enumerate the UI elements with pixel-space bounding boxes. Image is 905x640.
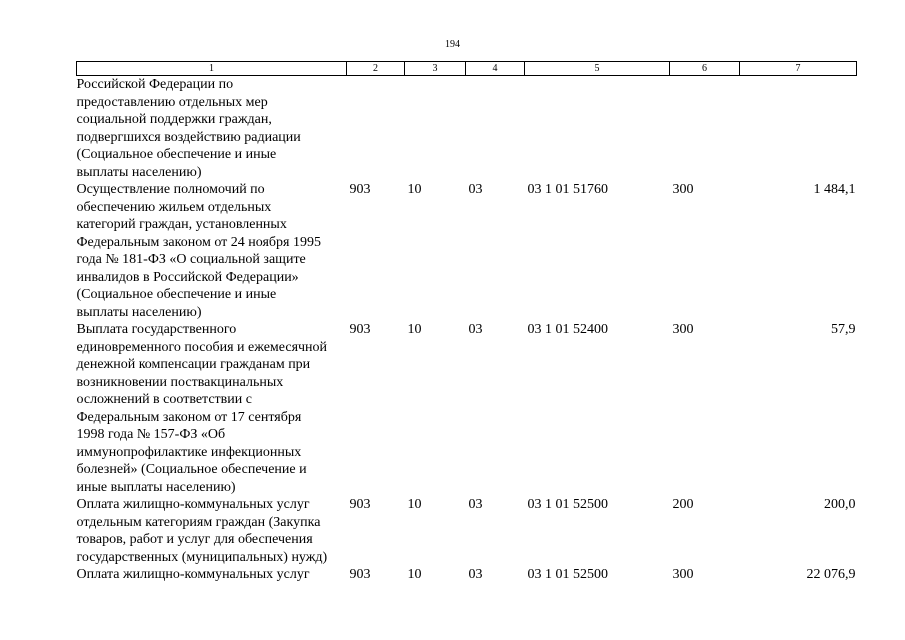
- expense-type-code: 300: [672, 322, 694, 337]
- description-line: подвергшихся воздействию радиации: [76, 129, 301, 145]
- description-line: инвалидов в Российской Федерации»: [76, 269, 299, 285]
- target-article-code: 03 1 01 52500: [527, 497, 608, 512]
- table-row: [77, 76, 857, 182]
- description-line: денежной компенсации гражданам при: [76, 357, 311, 372]
- amount-value: 57,9: [831, 322, 856, 337]
- description-line: единовременного пособия и ежемесячной: [76, 339, 328, 355]
- ministry-code: 903: [349, 182, 371, 197]
- column-header-6: 6: [670, 62, 740, 76]
- expense-type-code: [670, 76, 740, 182]
- ministry-code: [347, 76, 405, 182]
- subsection-code: 03: [468, 322, 483, 337]
- description-line: Оплата жилищно-коммунальных услуг: [76, 567, 310, 582]
- ministry-code: 903: [349, 322, 371, 337]
- column-header-2: 2: [347, 62, 405, 76]
- expense-type-code: 200: [672, 497, 694, 512]
- description-line: 1998 года № 157-ФЗ «Об: [76, 427, 226, 442]
- column-header-4: 4: [466, 62, 525, 76]
- column-header-1: 1: [77, 62, 347, 76]
- description-line: (Социальное обеспечение и иные: [76, 287, 277, 302]
- expense-type-code: 300: [672, 567, 694, 582]
- description-line: иммунопрофилактике инфекционных: [76, 444, 302, 460]
- amount-value: 22 076,9: [806, 567, 856, 582]
- table-row: [77, 566, 857, 584]
- table-row: [77, 496, 857, 566]
- description-line: отдельным категориям граждан (Закупка: [76, 514, 321, 530]
- description-line: обеспечению жильем отдельных: [76, 199, 272, 215]
- description-line: категорий граждан, установленных: [76, 217, 287, 232]
- description-line: года № 181-ФЗ «О социальной защите: [76, 252, 306, 267]
- subsection-code: [466, 76, 525, 182]
- description-line: товаров, работ и услуг для обеспечения: [76, 532, 313, 547]
- description-line: Российской Федерации по: [76, 77, 234, 92]
- description-line: выплаты населению): [76, 304, 202, 320]
- section-code: [405, 76, 466, 182]
- description-line: государственных (муниципальных) нужд): [76, 549, 328, 565]
- target-article-code: 03 1 01 51760: [527, 182, 608, 197]
- amount-value: 200,0: [824, 497, 856, 512]
- target-article-code: 03 1 01 52500: [527, 567, 608, 582]
- description-line: выплаты населению): [76, 164, 202, 180]
- budget-table: [76, 61, 857, 584]
- section-code: 10: [407, 567, 422, 582]
- description-line: Оплата жилищно-коммунальных услуг: [76, 497, 310, 512]
- table-row: [77, 181, 857, 321]
- table-row: [77, 321, 857, 496]
- column-header-3: 3: [405, 62, 466, 76]
- page-number: 194: [445, 39, 460, 50]
- section-code: 10: [407, 182, 422, 197]
- table-header: [77, 62, 857, 76]
- description-line: социальной поддержки граждан,: [76, 112, 272, 127]
- section-code: 10: [407, 497, 422, 512]
- amount-value: 1 484,1: [813, 182, 856, 197]
- target-article-code: 03 1 01 52400: [527, 322, 608, 337]
- expense-type-code: 300: [672, 182, 694, 197]
- description-line: возникновении поствакцинальных: [76, 374, 284, 390]
- row-description: [77, 566, 347, 584]
- description-line: Осуществление полномочий по: [76, 182, 265, 197]
- header-row: [77, 62, 857, 76]
- column-header-7: 7: [740, 62, 857, 76]
- subsection-code: 03: [468, 497, 483, 512]
- row-description: [77, 181, 347, 321]
- subsection-code: 03: [468, 567, 483, 582]
- row-description: [77, 76, 347, 182]
- description-line: Выплата государственного: [76, 322, 237, 337]
- description-line: осложнений в соответствии с: [76, 392, 252, 407]
- ministry-code: 903: [349, 497, 371, 512]
- table-body: [77, 76, 857, 584]
- subsection-code: 03: [468, 182, 483, 197]
- description-line: Федеральным законом от 24 ноября 1995: [76, 234, 321, 250]
- row-description: [77, 321, 347, 496]
- section-code: 10: [407, 322, 422, 337]
- column-header-5: 5: [525, 62, 670, 76]
- description-line: Федеральным законом от 17 сентября: [76, 409, 302, 425]
- description-line: (Социальное обеспечение и иные: [76, 147, 277, 162]
- description-line: иные выплаты населению): [76, 479, 236, 495]
- row-description: [77, 496, 347, 566]
- amount-value: [740, 76, 857, 182]
- description-line: болезней» (Социальное обеспечение и: [76, 462, 307, 477]
- ministry-code: 903: [349, 567, 371, 582]
- target-article-code: [525, 76, 670, 182]
- description-line: предоставлению отдельных мер: [76, 94, 268, 110]
